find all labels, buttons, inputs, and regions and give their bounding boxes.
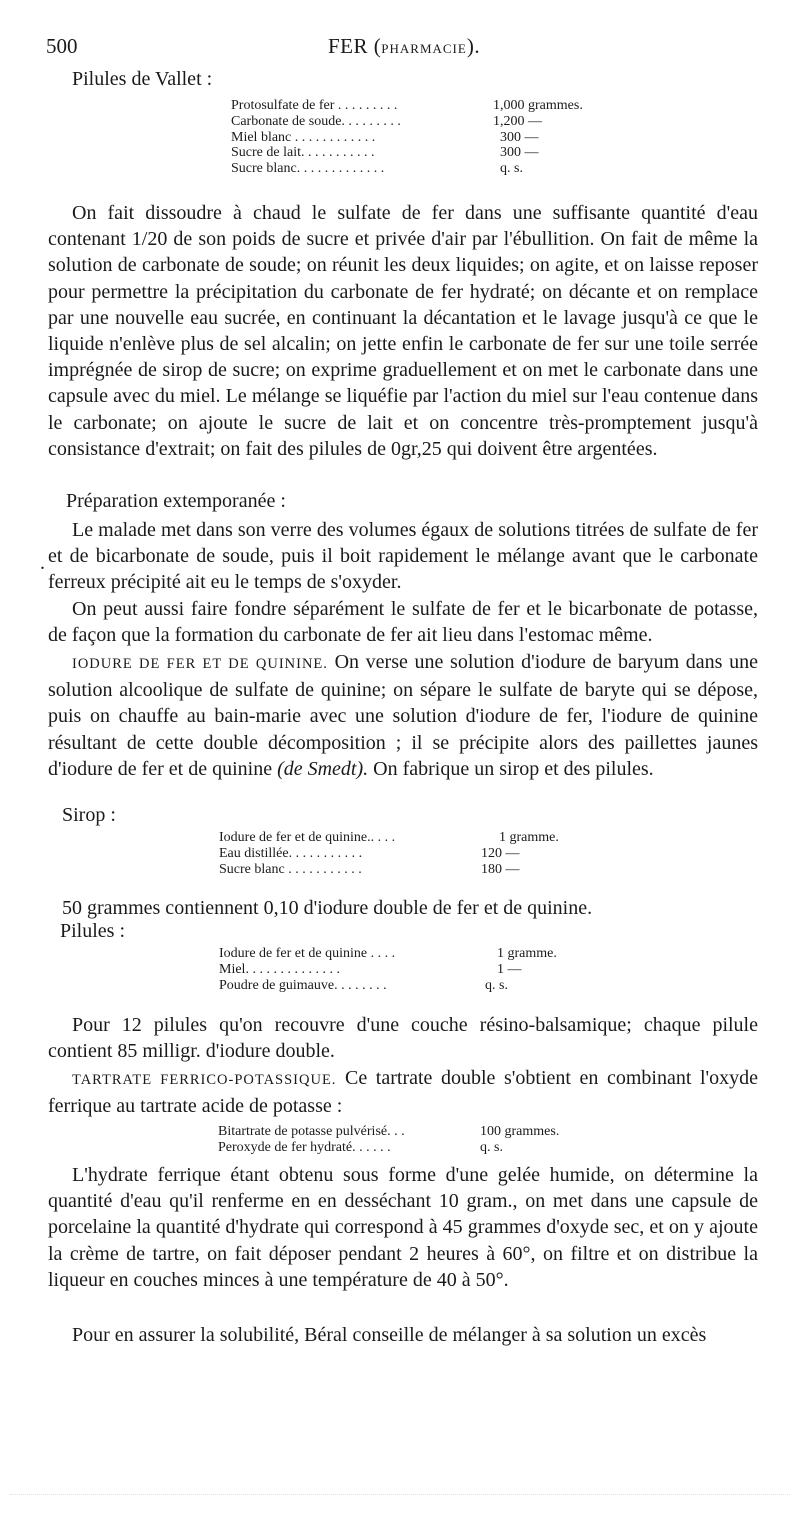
ingredient-name: Poudre de guimauve. . . . . . . . (219, 977, 387, 993)
tartrate-paragraph-1: L'hydrate ferrique étant obtenu sous forme d'une gelée humide, on détermine la quantité d'eau qu'il renferme en en desséchant 10 gram., on met dans une capsule de porcelaine la quantité d'hydrate qui correspond à 45 grammes d'oxyde sec, et on y ajoute la crème de tartre, on fait déposer pendant 2 heures à 60°, on filtre et on distribue la liqueur en couches minces à une température de 40 à 50°. (48, 1164, 758, 1291)
extemporanee-title: Préparation extemporanée : (66, 490, 286, 512)
margin-mark: . (40, 552, 45, 574)
pilules-title: Pilules : (60, 920, 126, 942)
ingredient-qty: q. s. (500, 161, 523, 177)
ingredient-name: Protosulfate de fer . . . . . . . . . (231, 98, 398, 113)
pilules-note: Pour 12 pilules qu'on recouvre d'une couche résino-balsamique; chaque pilule contient 85 milligr. d'iodure double. (48, 1014, 758, 1063)
running-title (328, 34, 480, 59)
iodure-paragraph (48, 649, 758, 782)
extemporanee-paragraph-2: On peut aussi faire fondre séparément le sulfate de fer et le bicarbonate de potasse, de façon que la formation du carbonate de fer ait lieu dans l'estomac même. (48, 598, 758, 647)
running-title-small: PHARMACIE (381, 41, 467, 56)
ingredient-qty: 100 grammes. (480, 1124, 560, 1139)
ingredient-qty: q. s. (480, 1139, 503, 1155)
recipe-row (218, 1140, 618, 1156)
ingredient-name: Bitartrate de potasse pulvérisé. . . (218, 1124, 405, 1139)
iodure-author: (de Smedt). (277, 757, 369, 780)
ingredient-qty: q. s. (485, 977, 508, 993)
iodure-text: On verse une solution d'iodure de baryum dans une solution alcoolique de sulfate de quinine; on sépare le sulfate de baryte qui se dépose, puis on chauffe au bain-marie avec une solution d'iodure de fer, l'iodure de quinine résultant de cette double décomposition ; il se précipite alors des paillettes jaunes d'iodure de fer et de quinine (48, 651, 758, 780)
recipe-row (231, 130, 631, 146)
section-heading-tartrate: TARTRATE FERRICO-POTASSIQUE. (72, 1072, 337, 1088)
recipe-row (231, 161, 631, 177)
vallet-recipe (231, 98, 631, 177)
vallet-title: Pilules de Vallet : (72, 68, 213, 90)
ingredient-name: Miel blanc . . . . . . . . . . . . (231, 129, 376, 145)
sirop-note: 50 grammes contiennent 0,10 d'iodure double de fer et de quinine. (62, 897, 593, 919)
tartrate-paragraph (48, 1065, 758, 1119)
ingredient-name: Eau distillée. . . . . . . . . . . (219, 845, 363, 861)
ingredient-name: Miel. . . . . . . . . . . . . . (219, 961, 340, 977)
recipe-row (231, 114, 631, 130)
recipe-row (218, 1124, 618, 1140)
scan-noise (10, 1494, 790, 1503)
ingredient-qty: 180 — (481, 861, 520, 877)
ingredient-name: Sucre blanc. . . . . . . . . . . . . (231, 161, 385, 177)
recipe-row (219, 830, 619, 846)
tartrate-paragraph-2: Pour en assurer la solubilité, Béral conseille de mélanger à sa solution un excès (72, 1324, 707, 1346)
pilules-recipe (219, 946, 619, 993)
page-number: 500 (46, 34, 78, 58)
extemporanee-paragraph-1: Le malade met dans son verre des volumes égaux de solutions titrées de sulfate de fer et de bicarbonate de soude, puis il boit rapidement le mélange avant que le carbonate ferreux précipité ait eu le temps de s'oxyder. (48, 519, 758, 594)
running-title-main: FER ( (328, 34, 382, 58)
ingredient-name: Iodure de fer et de quinine . . . . (219, 946, 396, 961)
tartrate-text: Ce tartrate double s'obtient en combinant l'oxyde ferrique au tartrate acide de potasse : (48, 1067, 759, 1118)
ingredient-qty: 1 gramme. (497, 946, 557, 961)
tartrate-recipe (218, 1124, 618, 1156)
iodure-text-end: On fabrique un sirop et des pilules. (373, 757, 654, 780)
ingredient-qty: 300 — (500, 129, 539, 145)
page-header (46, 34, 756, 60)
ingredient-qty: 300 — (500, 145, 539, 161)
sirop-recipe (219, 830, 619, 877)
recipe-row (219, 946, 619, 962)
ingredient-qty: 120 — (481, 845, 520, 861)
section-heading-iodure: IODURE DE FER ET DE QUININE. (72, 656, 328, 672)
ingredient-name: Peroxyde de fer hydraté. . . . . . (218, 1139, 391, 1155)
ingredient-qty: 1 gramme. (499, 830, 559, 845)
ingredient-name: Sucre de lait. . . . . . . . . . . (231, 145, 375, 161)
ingredient-name: Iodure de fer et de quinine.. . . . (219, 830, 396, 845)
recipe-row (219, 846, 619, 862)
ingredient-qty: 1,000 grammes. (493, 98, 583, 113)
recipe-row (231, 98, 631, 114)
vallet-paragraph: On fait dissoudre à chaud le sulfate de fer dans une suffisante quantité d'eau contenant 1/20 de son poids de sucre et privée d'air par l'ébullition. On fait de même la solution de carbonate de soude; on réunit les deux liquides; on agite, et on laisse reposer pour permettre la précipitation du carbonate de fer hydraté; on décante et on remplace par une nouvelle eau sucrée, en continuant la décantation et le lavage jusqu'à ce que le liquide n'enlève plus de sel alcalin; on jette enfin le carbonate de fer sur une toile serrée imprégnée de sirop de sucre; on exprime graduellement et on met le carbonate dans une capsule avec du miel. Le mélange se liquéfie par l'action du miel sur l'eau contenue dans le carbonate; on ajoute le sucre de lait et on concentre très-promptement jusqu'à consistance d'extrait; on fait des pilules de 0gr,25 qui doivent être argentées. (48, 202, 758, 460)
ingredient-name: Sucre blanc . . . . . . . . . . . (219, 861, 362, 877)
recipe-row (219, 962, 619, 978)
recipe-row (219, 862, 619, 878)
ingredient-qty: 1 — (497, 961, 522, 977)
recipe-row (231, 145, 631, 161)
sirop-title: Sirop : (62, 804, 116, 826)
ingredient-name: Carbonate de soude. . . . . . . . . (231, 113, 401, 129)
running-title-end: ). (466, 34, 481, 58)
recipe-row (219, 978, 619, 994)
ingredient-qty: 1,200 — (493, 113, 542, 129)
